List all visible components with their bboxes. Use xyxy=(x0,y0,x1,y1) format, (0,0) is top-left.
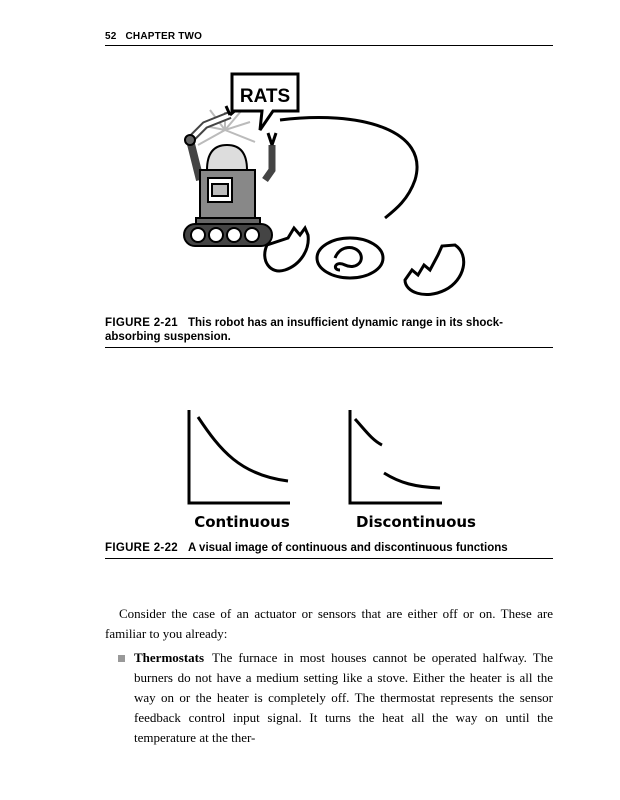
figure-2-22-caption xyxy=(105,541,553,559)
discontinuous-graph xyxy=(350,410,442,503)
discontinuous-label: Discontinuous xyxy=(356,513,476,531)
speech-bubble xyxy=(232,74,298,130)
bullet-term: Thermostats xyxy=(134,650,205,665)
continuous-label: Continuous xyxy=(194,513,290,531)
page-number: 52 xyxy=(105,31,117,42)
figure-2-21-caption-text: This robot has an insufficient dynamic range in its shock-absorbing suspension. xyxy=(105,317,503,343)
bullet-text: The furnace in most houses cannot be operated halfway. The burners do not have a medium setting like a stove. Either the heater is all the way on or the heater is completely off. The thermostat represents the sensor feedback control input signal. It turns the heat all the way on until the temperature at the ther- xyxy=(134,650,553,745)
robot-treads xyxy=(184,224,272,246)
discontinuous-curve-lower xyxy=(384,473,440,488)
discontinuous-axes xyxy=(350,410,442,503)
body-paragraph: Consider the case of an actuator or sensors that are either off or on. These are familiar to you already: xyxy=(105,606,553,641)
figure-2-22-caption-text: A visual image of continuous and discontinuous functions xyxy=(187,542,508,554)
figure-2-22-number: FIGURE 2-22 xyxy=(105,542,178,554)
figure-2-21-number: FIGURE 2-21 xyxy=(105,317,178,329)
continuous-curve xyxy=(198,417,288,481)
robot-arm-right xyxy=(265,133,276,180)
bullet-square-icon xyxy=(118,655,125,662)
robot-body xyxy=(196,145,260,226)
function-graphs xyxy=(180,405,500,535)
chapter-title: CHAPTER TWO xyxy=(125,31,203,42)
running-head xyxy=(105,31,553,46)
wire-loop xyxy=(280,118,417,219)
figure-2-21-caption xyxy=(105,316,553,348)
speech-bubble-text: RATS xyxy=(239,86,291,107)
robot-illustration xyxy=(160,70,480,305)
bullet-item-thermostats xyxy=(134,648,553,748)
discontinuous-curve-upper xyxy=(355,419,382,445)
continuous-graph xyxy=(189,410,290,503)
broken-egg xyxy=(265,228,464,295)
